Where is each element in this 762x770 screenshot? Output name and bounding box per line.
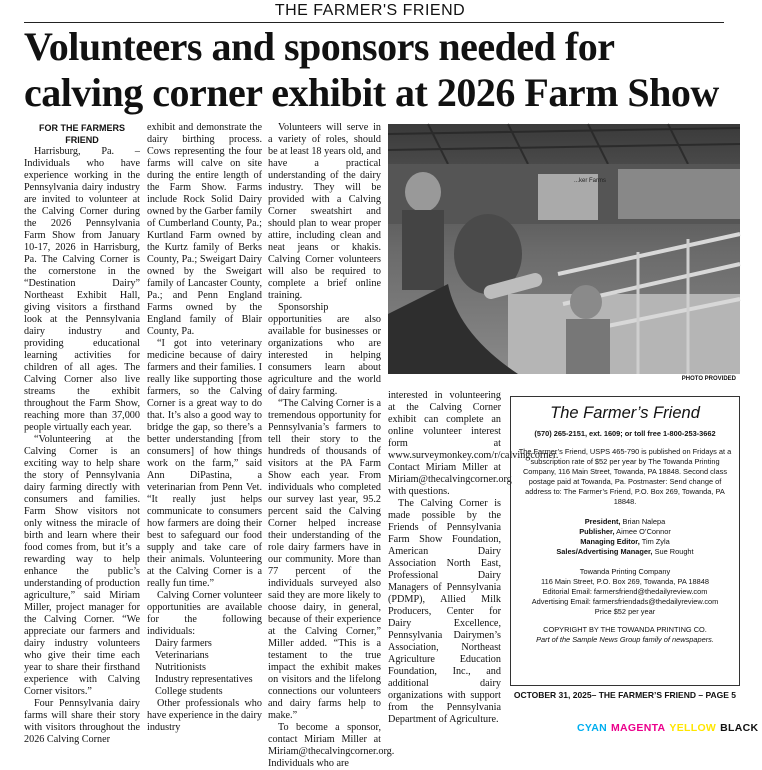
page-footer: OCTOBER 31, 2025– THE FARMER’S FRIEND – PAGE 5 (513, 690, 736, 700)
masthead-title: The Farmer’s Friend (550, 404, 700, 422)
article-column-4 (388, 390, 559, 726)
address-block (511, 567, 739, 617)
staff-list (511, 517, 739, 557)
staff-row (511, 537, 739, 547)
photo-credit: PHOTO PROVIDED (681, 376, 736, 382)
paragraph: To become a sponsor, contact Miriam Miller at Miriam@thecalvingcorner.org. Individuals who are (268, 722, 395, 769)
masthead-box (510, 396, 740, 686)
article-column-2 (147, 122, 262, 734)
sign-text: ...ker Farms (574, 178, 607, 184)
list-item: Industry representatives (155, 674, 253, 685)
byline: FOR THE FARMERS FRIEND (38, 123, 125, 145)
list-item: Nutritionists (155, 662, 206, 673)
address-line: Price $52 per year (594, 607, 656, 616)
photo-illustration (388, 124, 740, 374)
masthead-info: The Farmer’s Friend, USPS 465-790 is published on Fridays at a subscription rate of $52 per year by The Towanda Printing Company, 116 Main Street, Towanda, PA 18848. Second class postage paid at Towanda, Pa. Postmaster: Send change of address to: The Farmer’s Friend, P.O. Box 269, Towanda, PA 18848. (518, 447, 732, 506)
paragraph: exhibit and demonstrate the dairy birthing process. Cows representing the four farms will calve on site during the entire length of the Farm Show. Farms include Rock Solid Dairy owned by the Garber family of Cumberland County, Pa.; Kurtland Farm owned by the Kurtz family of Berks County, Pa.; Sweigart Dairy owned by the Sweigart family of Lancaster County, Pa.; and Penn England Farms owned by the England family of Blair County, Pa. (147, 122, 262, 337)
staff-role: President, (584, 517, 621, 526)
header-rule (24, 22, 724, 23)
address-line: Advertising Email: farmersfriendads@thedailyreview.com (531, 597, 719, 606)
cmyk-cyan: CYAN (577, 722, 607, 734)
staff-name: Brian Nalepa (622, 517, 666, 526)
paragraph: Calving Corner volunteer opportunities are available for the following individuals: (147, 590, 262, 637)
article-column-1 (24, 122, 140, 746)
article-photo (388, 124, 740, 374)
list-item: Dairy farmers (155, 638, 212, 649)
paragraph: interested in volunteering at the Calving Corner exhibit can complete an online volunteer interest form at www.surveymonkey.com/r/calvingcorner. Contact Miriam Miller at Miriam@thecalvingcorner.org with questions. (388, 390, 559, 497)
address-line: 116 Main Street, P.O. Box 269, Towanda, PA 18848 (541, 577, 709, 586)
paragraph: Other professionals who have experience in the dairy industry (147, 698, 262, 733)
address-line: Editorial Email: farmersfriend@thedailyreview.com (542, 587, 708, 596)
masthead-phone: (570) 265-2151, ext. 1609; or toll free 1-800-253-3662 (534, 429, 716, 438)
staff-role: Sales/Advertising Manager, (556, 547, 653, 556)
article-column-3 (268, 122, 395, 770)
paragraph: The Calving Corner is made possible by the Friends of Pennsylvania Farm Show Foundation, American Dairy Association North East, Professional Dairy Managers of Pennsylvania (PDMP), Allied Milk Producers, Center for Dairy Excellence, Pennsylvania Dairymen’s Association, Northeast Agriculture Education Foundation, Inc., and additional dairy organizations with support from the Pennsylvania Department of Agriculture. (388, 498, 501, 725)
copyright: COPYRIGHT BY THE TOWANDA PRINTING CO. (543, 625, 707, 634)
cmyk-magenta: MAGENTA (611, 722, 666, 734)
family-note: Part of the Sample News Group family of newspapers. (536, 635, 714, 644)
paragraph: “I got into veterinary medicine because of dairy farmers and their families. I really like supporting those farmers, so the Calving Corner is a great way to do that. It’s also a good way to bridge the gap, so there’s a better understanding [from consumers] of how things work on the farm,” said Ann DiPastina, a veterinarian from Penn Vet. “It really just helps communicate to consumers how farmers are doing their best to safeguard our food supply and take care of their animals. Volunteering at the Calving Corner is a really fun time.” (147, 338, 262, 589)
volunteer-list (147, 638, 262, 698)
paragraph: “Volunteering at the Calving Corner is an exciting way to help share the story of Pennsylvania dairy farming directly with consumers and families. Farm Show visitors not only witness the miracle of birth and learn where their food comes from, but it’s a rewarding way to help enhance the public’s understanding of production agriculture,” said Miriam Miller, project manager for the Calving Corner. “We appreciate our farmers and dairy industry volunteers who give their time each year to share their firsthand experience with Calving Corner visitors.” (24, 434, 140, 697)
list-item: College students (155, 686, 223, 697)
paragraph: Sponsorship opportunities are also available for businesses or organizations who are interested in helping consumers learn about agriculture and the world of dairy farming. (268, 302, 381, 397)
staff-role: Publisher, (579, 527, 615, 536)
list-item: Veterinarians (155, 650, 209, 661)
headline: Volunteers and sponsors needed for calving corner exhibit at 2026 Farm Show (24, 24, 719, 115)
address-line: Towanda Printing Company (579, 567, 671, 576)
staff-row (511, 527, 739, 537)
staff-name: Sue Rought (654, 547, 694, 556)
paragraph: Harrisburg, Pa. – Individuals who have experience working in the Pennsylvania dairy industry are invited to volunteer at the Calving Corner during the 2026 Pennsylvania Farm Show from January 10-17, 2026 in Harrisburg, Pa. The Calving Corner is the cornerstone in the “Destination Dairy” Northeast Exhibit Hall, giving visitors a firsthand look at the Pennsylvania dairy industry and providing educational learning activities for children of all ages. The Calving Corner also live streams the exhibit throughout the Farm Show, reaching more than 37,000 people virtually each year. (24, 146, 140, 433)
staff-name: Tim Zyla (641, 537, 670, 546)
color-bar (577, 722, 762, 734)
staff-row (511, 517, 739, 527)
paragraph: Four Pennsylvania dairy farms will share their story with visitors throughout the 2026 Calving Corner (24, 698, 140, 745)
staff-role: Managing Editor, (580, 537, 640, 546)
staff-name: Aimee O’Connor (616, 527, 671, 536)
cmyk-black: BLACK (720, 722, 759, 734)
publication-header: THE FARMER'S FRIEND (274, 2, 466, 19)
paragraph: Volunteers will serve in a variety of roles, should be at least 18 years old, and have a practical understanding of the dairy industry. They will be provided with a Calving Corner sweatshirt and should plan to wear proper attire, including clean and neat jeans or khakis. Calving Corner volunteers will also be required to complete a brief online training. (268, 122, 381, 301)
paragraph: “The Calving Corner is a tremendous opportunity for Pennsylvania’s farmers to tell their story to the hundreds of thousands of visitors at the PA Farm Show each year. From individuals who completed our survey last year, 95.2 percent said the Calving Corner helped increase their understanding of the role dairy farmers have in our community. More than 77 percent of the individuals surveyed also said they are more likely to choose dairy, in general, because of their experience at the Calving Corner,” Miller added. “This is a testament to the true impact the exhibit makes on visitors and the lifelong connections our volunteers and dairy farms help to make.” (268, 398, 381, 721)
staff-row (511, 547, 739, 557)
cmyk-yellow: YELLOW (669, 722, 717, 734)
